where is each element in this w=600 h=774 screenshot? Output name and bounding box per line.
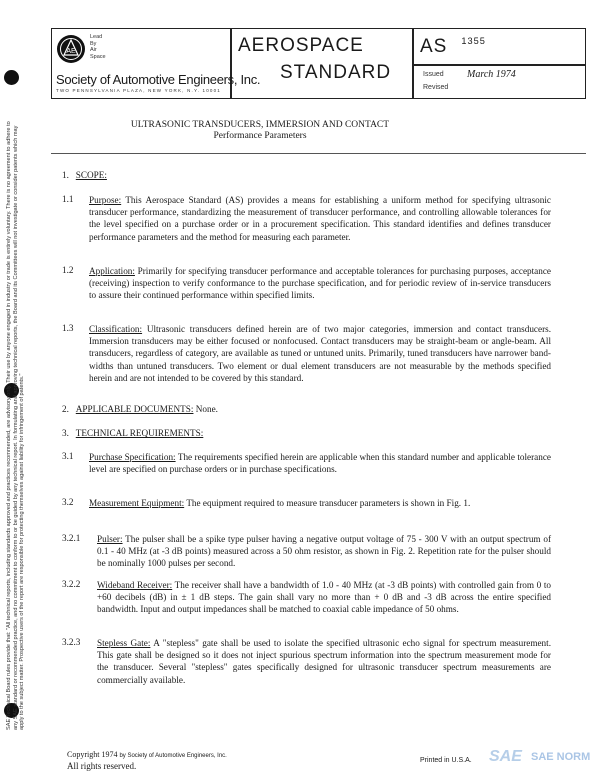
side-disclaimer: SAE Technical Board rules provide that: "All technical reports, including standards approved and practices recommended, are advisory only. Their use by anyone engaged in industry or trade is entirely voluntary. There is no agreement to adhere to any SAE standard or recommended practice, and no commitment to conform to or be guided by any technical report. In formulating and approving technical reports, the Board and its Committees will not investigate or consider patents which may apply to the subject matter. Prospective users of the report are responsible for protecting themselves against liability for infringement of patents."	[6, 121, 26, 730]
section-3-1-number: 3.1	[62, 451, 74, 461]
section-3-1-text: Purchase Specification: The requirements specified herein are applicable when this standard number and applicable tolerance level are specified on purchase orders or in purchase specifications.	[89, 452, 551, 475]
watermark-sae-text: SAE	[489, 748, 522, 765]
sae-logo-icon	[56, 34, 86, 64]
section-3-2-number: 3.2	[62, 497, 74, 507]
punch-hole-top	[4, 70, 19, 85]
section-3-2-1-text: Pulser: The pulser shall be a spike type pulser having a negative output voltage of 75 - 300 V with an output spectrum of 0.1 - 40 MHz (at -3 dB points) measured across a 50 ohm resistor, as shown in Fig. 2. Repetition rate for the pulser should be nominally 1000 pulses per second.	[97, 534, 551, 569]
document-number	[420, 36, 486, 58]
doc-title-line1: ULTRASONIC TRANSDUCERS, IMMERSION AND CONTACT	[130, 120, 390, 130]
section-3-2-3-text: Stepless Gate: A "stepless" gate shall be used to isolate the specified ultrasonic echo signal for spectrum measurement. This gate shall be designed so it does not inject spurious spectrum information into the spectrum measurement mode for the transducer. Several "stepless" gates specifically designed for ultrasonic transducer spectrum measurements are commercially available.	[97, 638, 551, 685]
revised-label: Revised	[423, 84, 449, 91]
header-divider-left	[230, 28, 232, 99]
logo-text: Lead By Air Space	[90, 34, 106, 60]
section-1-3-number: 1.3	[62, 323, 74, 333]
rights-line: All rights reserved.	[67, 761, 137, 771]
section-1-1-text: Purpose: This Aerospace Standard (AS) provides a means for establishing a uniform method for specifying ultrasonic transducer performance, standardizing the measurement of transducer performance, and controlling allowable tolerances for the level specified on a purchase order or in a procurement specification. This standard identifies and defines transducer performance parameters and the method for measuring each parameter.	[89, 195, 551, 242]
issued-date: March 1974	[467, 69, 516, 80]
section-1-1-number: 1.1	[62, 194, 74, 204]
society-name: Society of Automotive Engineers, Inc.	[56, 72, 261, 87]
copyright-line: Copyright 1974 by Society of Automotive Engineers, Inc.	[67, 750, 227, 759]
section-3-2-3-number: 3.2.3	[62, 637, 81, 647]
section-1-2-number: 1.2	[62, 265, 74, 275]
section-1-2-text: Application: Primarily for specifying transducer performance and acceptable tolerances for purchasing purposes, acceptance (receiving) inspection to verify conformance to the purchase specification, and for periodic review of in-service transducers to assure their continued performance within specified limits.	[89, 266, 552, 301]
section-1-heading: 1. SCOPE:	[62, 170, 107, 180]
section-3-2-text: Measurement Equipment: The equipment required to measure transducer parameters is shown in Fig. 1.	[89, 498, 471, 508]
title-rule	[51, 153, 586, 154]
doc-prefix: AS	[420, 36, 448, 57]
sae-norm-watermark	[487, 743, 597, 767]
doc-number: 1355	[461, 36, 486, 46]
section-2-heading: 2. APPLICABLE DOCUMENTS: None.	[62, 404, 218, 414]
section-3-2-2-text: Wideband Receiver: The receiver shall have a bandwidth of 1.0 - 40 MHz (at -3 dB points) with controlled gain from 0 to +60 decibels (dB) in ± 1 dB steps. The gain shall vary no more than + 0 dB and -3 dB across the entire specified bandwidth. Input and output impedances shall be matched to coaxial cable impedance of 50 ohms.	[97, 580, 551, 615]
header-rule-right	[412, 64, 586, 66]
society-address: TWO PENNSYLVANIA PLAZA, NEW YORK, N.Y. 10001	[56, 88, 222, 93]
watermark-norm-text: SAE NORM	[531, 751, 591, 763]
doc-title-line2: Performance Parameters	[213, 131, 307, 141]
title-aerospace: AEROSPACE	[238, 35, 364, 56]
title-standard: STANDARD	[280, 62, 392, 83]
section-3-2-1-number: 3.2.1	[62, 533, 81, 543]
section-3-heading: 3. TECHNICAL REQUIREMENTS:	[62, 428, 204, 438]
issued-label: Issued	[423, 71, 444, 78]
section-1-3-text: Classification: Ultrasonic transducers defined herein are of two major categories, immersion and contact transducers. Immersion transducers may be either focused or nonfocused. Contact transducers may be straight-beam or angle-beam. All transducers, regardless of category, are available as tuned or untuned units. Primarily, tuned transducers have narrower band-widths than untuned transducers. Two element or dual element transducers are not measurable by the methods specified herein and are not intended to be covered by this standard.	[89, 324, 552, 383]
printed-line: Printed in U.S.A.	[420, 757, 472, 764]
section-3-2-2-number: 3.2.2	[62, 579, 81, 589]
svg-text:AE: AE	[66, 48, 76, 55]
